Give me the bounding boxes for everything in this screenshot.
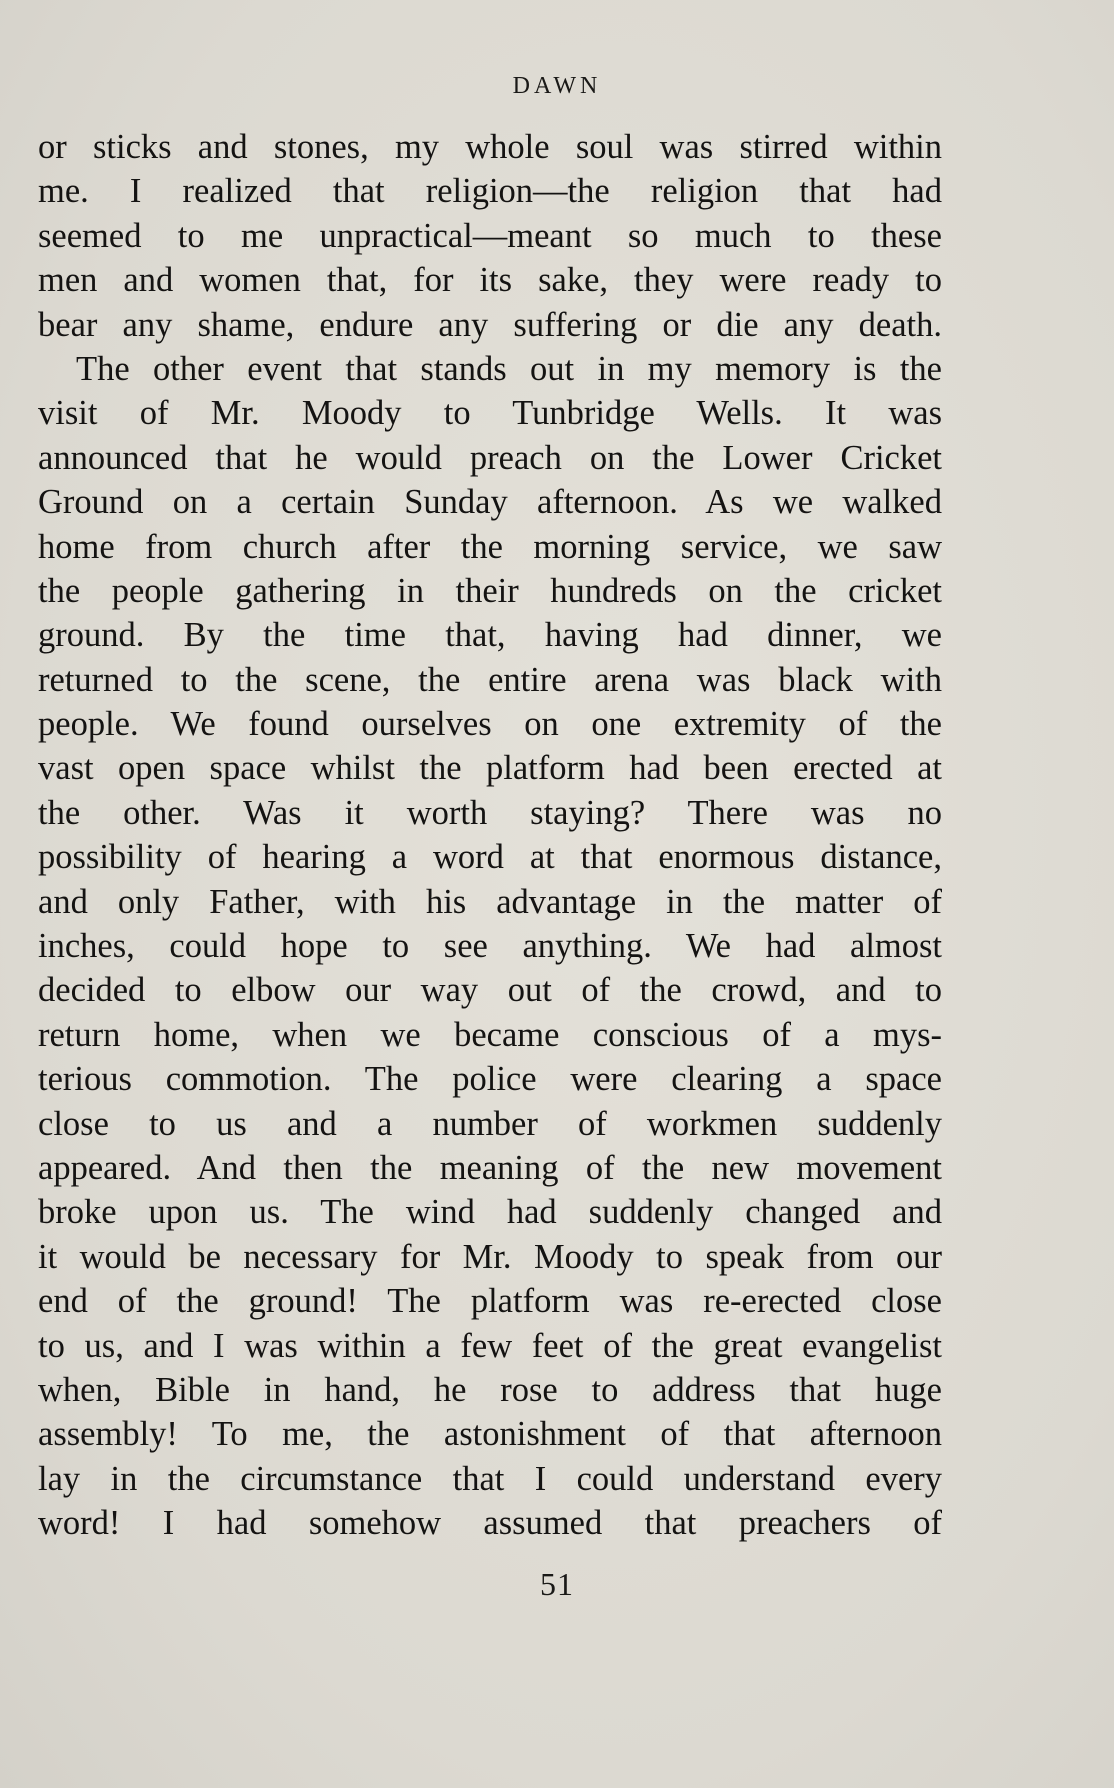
paragraph-2 [38,347,942,1546]
text-line: the people gathering in their hundreds on the cricket [38,571,942,610]
text-line: assembly! To me, the astonishment of that afternoon [38,1415,942,1454]
text-line: the other. Was it worth staying? There was no [38,793,942,832]
text-line: end of the ground! The platform was re-erected close [38,1282,942,1321]
text-line: and only Father, with his advantage in the matter of [38,882,942,921]
text-line: visit of Mr. Moody to Tunbridge Wells. It was [38,394,942,433]
text-line: return home, when we became conscious of a mys- [38,1015,942,1054]
text-line: ground. By the time that, having had dinner, we [38,616,942,655]
text-line: to us, and I was within a few feet of the great evangelist [38,1326,942,1365]
text-line: appeared. And then the meaning of the new movement [38,1148,942,1187]
text-line: word! I had somehow assumed that preachers of [38,1504,942,1543]
text-line: home from church after the morning service, we saw [38,527,942,566]
text-line: inches, could hope to see anything. We had almost [38,927,942,966]
paragraph-1 [38,125,942,347]
text-line: decided to elbow our way out of the crowd, and to [38,971,942,1010]
text-line: me. I realized that religion—the religion that had [38,172,942,211]
text-line: it would be necessary for Mr. Moody to speak from our [38,1237,942,1276]
text-line: vast open space whilst the platform had been erected at [38,749,942,788]
text-line: seemed to me unpractical—meant so much to these [38,216,942,255]
text-line: men and women that, for its sake, they were ready to [38,261,942,300]
body-text [38,125,942,1546]
page-number: 51 [540,1566,574,1602]
text-line: lay in the circumstance that I could understand every [38,1459,942,1498]
text-line: bear any shame, endure any suffering or die any death. [38,305,942,344]
text-line: returned to the scene, the entire arena was black with [38,660,942,699]
text-line: announced that he would preach on the Lower Cricket [38,438,942,477]
text-line: close to us and a number of workmen suddenly [38,1104,942,1143]
text-line: people. We found ourselves on one extremity of the [38,705,942,744]
text-line: broke upon us. The wind had suddenly changed and [38,1193,942,1232]
text-line: possibility of hearing a word at that enormous distance, [38,838,942,877]
text-line: terious commotion. The police were clearing a space [38,1060,942,1099]
text-line: when, Bible in hand, he rose to address that huge [38,1370,942,1409]
text-line: Ground on a certain Sunday afternoon. As we walked [38,483,942,522]
text-line: The other event that stands out in my memory is the [76,349,942,388]
text-line: or sticks and stones, my whole soul was stirred within [38,128,942,166]
running-head: DAWN [512,73,602,99]
